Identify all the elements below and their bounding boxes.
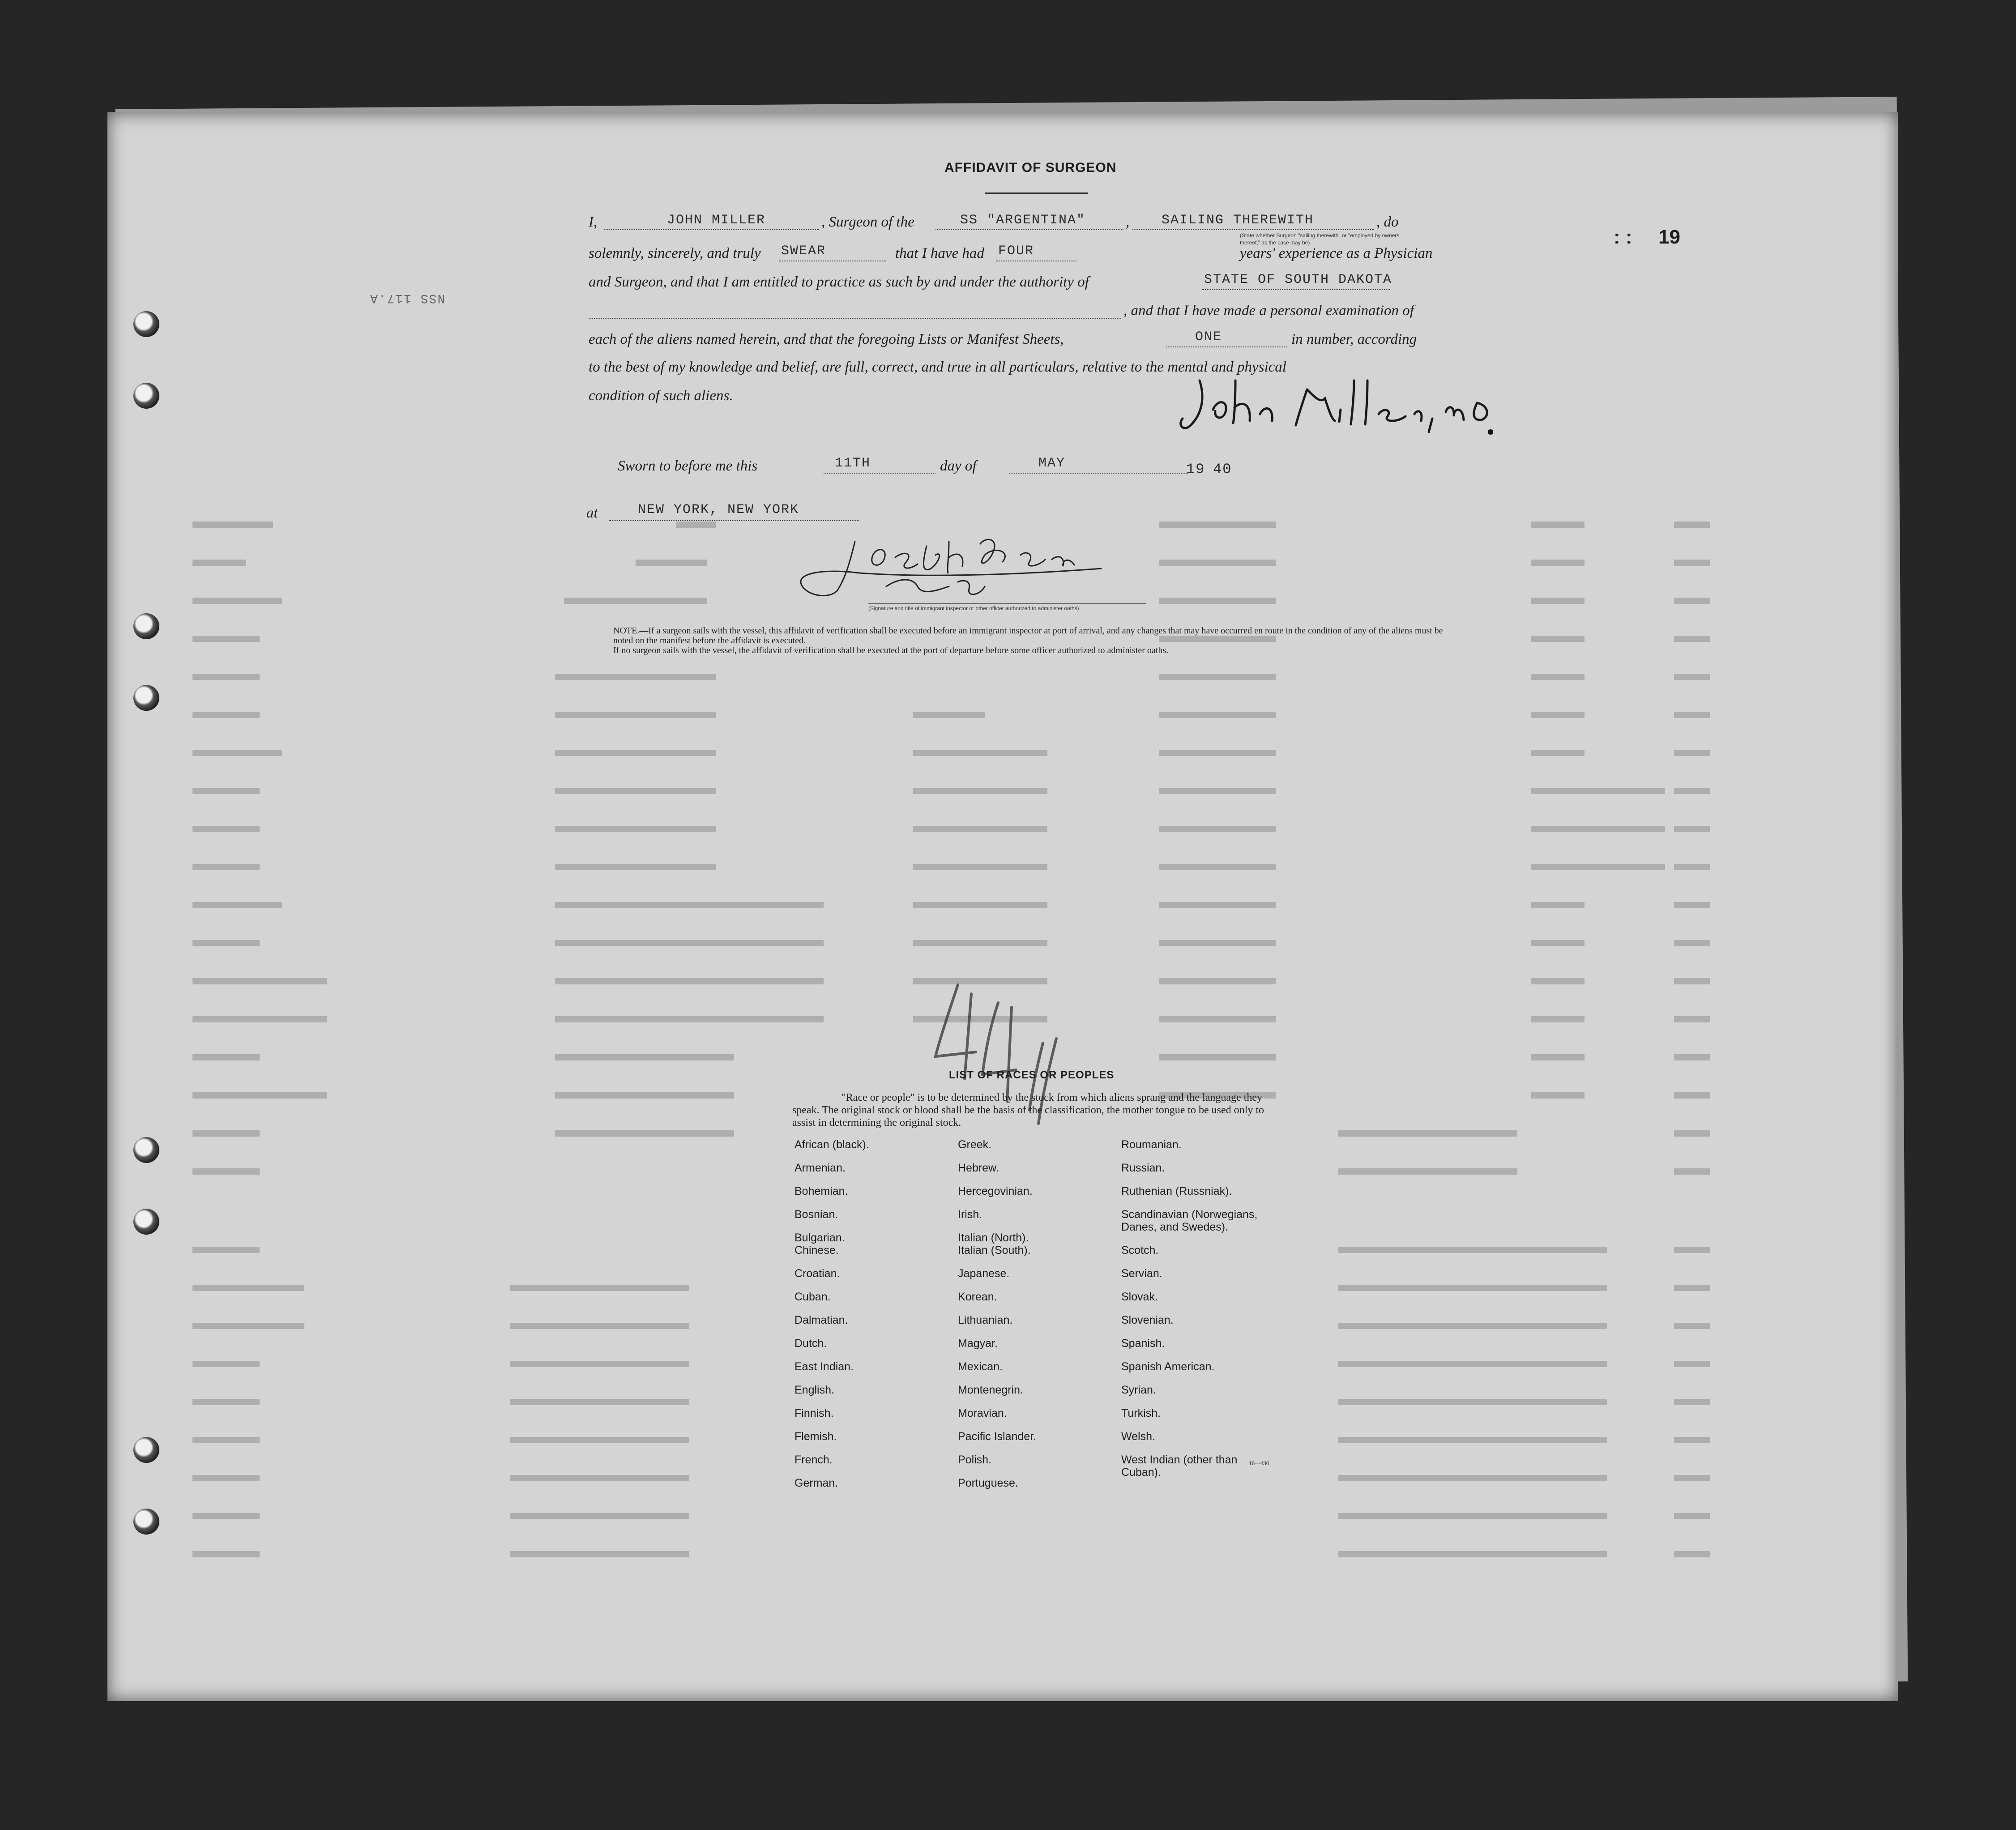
race-item: Montenegrin.	[958, 1384, 1023, 1396]
vessel-line	[935, 229, 1123, 230]
affidavit-text: , Surgeon of the	[821, 214, 914, 230]
race-item: Pacific Islander.	[958, 1430, 1037, 1443]
bleed-through-pattern	[107, 112, 1898, 1701]
affidavit-text: ,	[1126, 214, 1130, 230]
affidavit-text: I,	[589, 214, 598, 230]
race-item: Servian.	[1121, 1267, 1162, 1280]
races-intro: "Race or people" is to be determined by the stock from which aliens sprang and the language they speak. The original stock or blood shall be the basis of the classification, the mother tongue to be used only to assist in determining the original stock.	[792, 1092, 1264, 1129]
race-item: Magyar.	[958, 1337, 998, 1350]
race-item: Polish.	[958, 1454, 992, 1466]
form-code: 16—430	[1249, 1460, 1269, 1467]
page-number: 19	[1658, 226, 1680, 248]
race-item: English.	[794, 1384, 834, 1396]
race-item: Scandinavian (Norwegians,	[1121, 1208, 1258, 1221]
race-item: Armenian.	[794, 1162, 846, 1174]
race-item: German.	[794, 1477, 838, 1489]
race-item: Bulgarian.	[794, 1231, 845, 1244]
sheet-count: ONE	[1195, 329, 1222, 345]
affidavit-note-2: If no surgeon sails with the vessel, the affidavit of verification shall be executed at the port of departure before some officer authorized to administer oaths.	[613, 646, 1169, 655]
race-item: Cuban).	[1121, 1466, 1161, 1479]
race-item: Cuban.	[794, 1291, 831, 1303]
race-item: Danes, and Swedes).	[1121, 1221, 1229, 1233]
sailing-line	[1132, 229, 1374, 230]
race-item: Bohemian.	[794, 1185, 848, 1197]
oath-type: SWEAR	[781, 244, 826, 259]
place-line	[609, 520, 859, 521]
race-item: Scotch.	[1121, 1244, 1159, 1257]
sworn-text: day of	[940, 458, 977, 474]
race-item: Dutch.	[794, 1337, 827, 1350]
surgeon-signature	[1173, 372, 1495, 448]
race-item: Moravian.	[958, 1407, 1007, 1420]
race-item: Syrian.	[1121, 1384, 1156, 1396]
officer-caption: (Signature and title of immigrant inspector or other officer authorized to administer oaths)	[868, 605, 1079, 611]
affidavit-text: solemnly, sincerely, and truly	[589, 245, 761, 261]
race-item: Spanish American.	[1121, 1360, 1215, 1373]
race-item: French.	[794, 1454, 833, 1466]
affidavit-title: AFFIDAVIT OF SURGEON	[944, 160, 1117, 175]
day-line	[824, 473, 935, 474]
race-item: West Indian (other than	[1121, 1454, 1238, 1466]
affidavit-text: years' experience as a Physician	[1240, 245, 1433, 261]
surgeon-name: JOHN MILLER	[667, 213, 766, 228]
race-item: Turkish.	[1121, 1407, 1161, 1420]
authority-line	[1202, 289, 1390, 290]
race-item: Flemish.	[794, 1430, 837, 1443]
officer-line	[868, 603, 1146, 604]
race-item: Hercegovinian.	[958, 1185, 1033, 1197]
race-item: Chinese.	[794, 1244, 839, 1257]
affidavit-text: that I have had	[895, 245, 984, 261]
affidavit-text: , and that I have made a personal examination of	[1123, 303, 1414, 319]
race-item: Greek.	[958, 1138, 992, 1151]
sworn-month: MAY	[1038, 456, 1066, 471]
races-title: LIST OF RACES OR PEOPLES	[949, 1069, 1115, 1081]
race-item: Roumanian.	[1121, 1138, 1182, 1151]
authority-line-2	[589, 318, 1121, 319]
sworn-century: 19	[1186, 461, 1205, 478]
sailing-status: SAILING THEREWITH	[1162, 213, 1314, 228]
race-item: Ruthenian (Russniak).	[1121, 1185, 1232, 1197]
race-item: Slovak.	[1121, 1291, 1158, 1303]
corner-marks: : :	[1614, 226, 1632, 248]
manifest-sheet	[107, 112, 1898, 1701]
sworn-text: Sworn to before me this	[618, 458, 758, 474]
affidavit-text: , do	[1376, 214, 1399, 230]
race-item: African (black).	[794, 1138, 869, 1151]
sheets-line	[1166, 346, 1287, 347]
race-item: Dalmatian.	[794, 1314, 848, 1326]
sworn-year: 40	[1213, 461, 1232, 478]
race-item: Spanish.	[1121, 1337, 1165, 1350]
race-item: Mexican.	[958, 1360, 1003, 1373]
title-underline	[985, 192, 1088, 194]
month-line	[1009, 473, 1188, 474]
sailing-note: (State whether Surgeon "sailing therewith" or "employed by owners thereof," as the case may be)	[1240, 232, 1400, 246]
race-item: Croatian.	[794, 1267, 840, 1280]
left-stamp: NSS 117.A	[369, 291, 445, 305]
race-item: Slovenian.	[1121, 1314, 1174, 1326]
race-item: Russian.	[1121, 1162, 1165, 1174]
race-item: Irish.	[958, 1208, 982, 1221]
race-item: Italian (North).	[958, 1231, 1029, 1244]
race-item: Korean.	[958, 1291, 997, 1303]
race-item: Portuguese.	[958, 1477, 1018, 1489]
affidavit-text: each of the aliens named herein, and that the foregoing Lists or Manifest Sheets,	[589, 331, 1064, 347]
affidavit-text: condition of such aliens.	[589, 388, 733, 404]
race-item: Lithuanian.	[958, 1314, 1013, 1326]
race-item: East Indian.	[794, 1360, 854, 1373]
name-line	[604, 229, 819, 230]
affidavit-text: to the best of my knowledge and belief, are full, correct, and true in all particulars, relative to the mental and physical	[589, 359, 1286, 375]
years-experience: FOUR	[998, 244, 1034, 259]
place-label: at	[586, 505, 598, 521]
race-item: Welsh.	[1121, 1430, 1155, 1443]
affidavit-text: and Surgeon, and that I am entitled to practice as such by and under the authority of	[589, 274, 1089, 290]
licensing-authority: STATE OF SOUTH DAKOTA	[1204, 272, 1392, 287]
race-item: Japanese.	[958, 1267, 1010, 1280]
affidavit-note: NOTE.—If a surgeon sails with the vessel, this affidavit of verification shall be executed before an immigrant inspector at port of arrival, and any changes that may have occurred en route in the condition of any of the aliens must be noted on the manifest before the affidavit is executed.	[613, 626, 1443, 646]
sworn-place: NEW YORK, NEW YORK	[638, 502, 799, 517]
race-item: Bosnian.	[794, 1208, 838, 1221]
race-item: Hebrew.	[958, 1162, 999, 1174]
affidavit-text: in number, according	[1291, 331, 1417, 347]
sworn-day: 11TH	[835, 456, 871, 471]
vessel-name: SS "ARGENTINA"	[960, 213, 1086, 228]
race-item: Italian (South).	[958, 1244, 1031, 1257]
race-item: Finnish.	[794, 1407, 834, 1420]
